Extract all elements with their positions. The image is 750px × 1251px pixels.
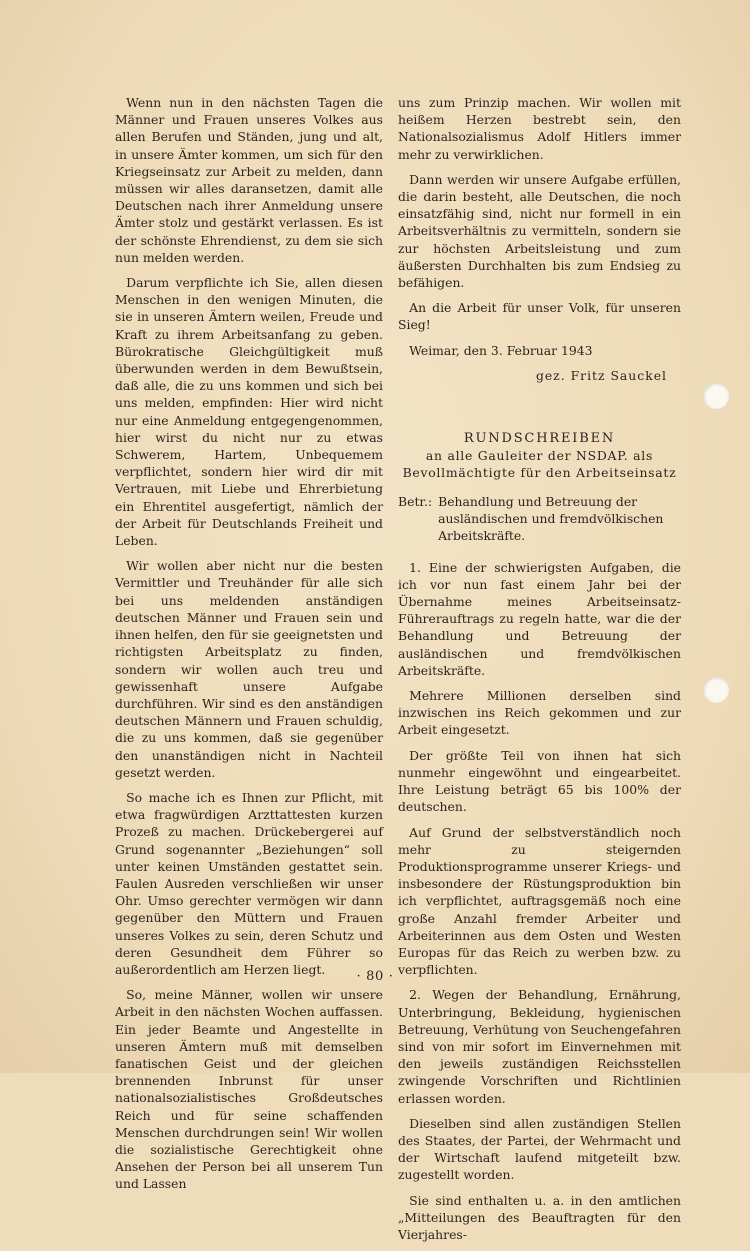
paragraph: So, meine Männer, wollen wir unsere Arbeit in den nächsten Wochen auffassen. Ein jeder Beamte und Angestellte in unseren Ämtern muß mit demselben fanatischen Geist und der gleichen brennenden Inbrunst für unser nationalsozialistisches Großdeutsches Reich und für seine schaffenden Menschen durchdrungen sein! Wir wollen die sozialistische Gerechtigkeit ohne Ansehen der Person bei all unserem Tun und Lassen [115, 987, 383, 1192]
left-column [115, 94, 383, 1201]
heading-line-1: an alle Gauleiter der NSDAP. als [425, 448, 654, 464]
subject-line [398, 493, 681, 545]
paragraph: 1. Eine der schwierigsten Aufgaben, die ich vor nun fast einem Jahr bei der Übernahme meines Arbeitseinsatz-Führerauftrags zu regeln hatte, war die der Behandlung und Betreuung der ausländischen und fremdvölkischen Arbeitskräfte. [398, 559, 681, 678]
paragraph: An die Arbeit für unser Volk, für unseren Sieg! [398, 300, 681, 333]
paragraph: Sie sind enthalten u. a. in den amtlichen „Mitteilungen des Beauftragten für den Vierjahres- [398, 1192, 681, 1242]
subject-text: Behandlung und Betreuung der ausländischen und fremdvölkischen Arbeitskräfte. [438, 494, 664, 544]
circular-heading [398, 430, 681, 481]
paragraph: Dieselben sind allen zuständigen Stellen des Staates, der Partei, der Wehrmacht und der Wirtschaft laufend mitgeteilt bzw. zugestellt worden. [398, 1115, 681, 1183]
paragraph: Dann werden wir unsere Aufgabe erfüllen, die darin besteht, alle Deutschen, die noch einsatzfähig sind, nicht nur formell in ein Arbeitsverhältnis zu vermitteln, sondern sie zur höchsten Arbeitsleistung und zum äußersten Durchhalten bis zum Endsieg zu befähigen. [398, 171, 681, 291]
subject-label: Betr.: [398, 494, 433, 510]
paragraph: Auf Grund der selbstverständlich noch mehr zu steigernden Produktionsprogramme unserer Kriegs- und insbesondere der Rüstungsproduktion bin ich verpflichtet, auftragsgemäß noch eine große Anzahl fremder Arbeiter und Arbeiterinnen aus dem Osten und Westen Europas für das Reich zu werben bzw. zu verpflichten. [398, 824, 681, 978]
paragraph: Wenn nun in den nächsten Tagen die Männer und Frauen unseres Volkes aus allen Berufen und Ständen, jung und alt, in unsere Ämter kommen, um sich für den Kriegseinsatz zur Arbeit zu melden, dann müssen wir alles daransetzen, damit alle Deutschen nach ihrer Anmeldung unsere Ämter stolz und gestärkt verlassen. Es ist der schönste Ehrendienst, zu dem sie sich nun melden werden. [115, 95, 383, 265]
heading-line-2: Bevollmächtigte für den Arbeitseinsatz [402, 465, 677, 481]
paragraph: Darum verpflichte ich Sie, allen diesen Menschen in den wenigen Minuten, die sie in unseren Ämtern weilen, Freude und Kraft zu ihrem Arbeitsanfang zu geben. Bürokratische Gleichgültigkeit muß überwunden werden in dem Bewußtsein, daß alle, die zu uns kommen und sich bei uns melden, empfinden: Hier wird nicht nur eine Anmeldung entgegengenommen, hier wirst du nicht nur zu etwas Schwerem, Hartem, Unbequemem verpflichtet, sondern hier wird dir mit Vertrauen, mit Liebe und Ehrerbietung ein Ehrentitel ausgefertigt, nämlich der der Arbeit für Deutschlands Freiheit und Leben. [115, 275, 383, 549]
paragraph: uns zum Prinzip machen. Wir wollen mit heißem Herzen bestrebt sein, den Nationalsozialismus Adolf Hitlers immer mehr zu verwirklichen. [398, 95, 681, 162]
page-number: · 80 · [356, 969, 394, 984]
right-column [398, 94, 681, 1251]
punch-hole [703, 677, 729, 703]
paragraph: Wir wollen aber nicht nur die besten Vermittler und Treuhänder für alle sich bei uns meldenden anständigen deutschen Männer und Frauen sein und ihnen helfen, den für sie geeignetsten und richtigsten Arbeitsplatz zu finden, sondern wir wollen auch treu und gewissenhaft unsere Aufgabe durchführen. Wir sind es den anständigen deutschen Männern und Frauen schuldig, die zu uns kommen, daß sie gegenüber den unanständigen nicht in Nachteil gesetzt werden. [115, 558, 383, 780]
paragraph: 2. Wegen der Behandlung, Ernährung, Unterbringung, Bekleidung, hygienischen Betreuung, Verhütung von Seuchengefahren sind von mir sofort im Einvernehmen mit den jeweils zuständigen Reichsstellen zwingende Vorschriften und Richtlinien erlassen worden. [398, 987, 681, 1106]
punch-hole [703, 383, 729, 409]
paragraph: Mehrere Millionen derselben sind inzwischen ins Reich gekommen und zur Arbeit eingesetzt. [398, 688, 681, 738]
signature: gez. Fritz Sauckel [535, 367, 667, 383]
heading-title: RUNDSCHREIBEN [463, 431, 616, 447]
paragraph: Der größte Teil von ihnen hat sich nunmehr eingewöhnt und eingearbeitet. Ihre Leistung beträgt 65 bis 100% der deutschen. [398, 747, 681, 815]
date-line: Weimar, den 3. Februar 1943 [409, 342, 593, 358]
paragraph: So mache ich es Ihnen zur Pflicht, mit etwa fragwürdigen Arzttattesten kurzen Prozeß zu machen. Drückebergerei auf Grund sogenannter „Beziehungen“ soll unter keinen Umständen gestattet sein. Faulen Ausreden verschließen wir unser Ohr. Umso gerechter vermögen wir dann gegenüber den Müttern und Frauen unseres Volkes zu sein, deren Schutz und deren Gesundheit dem Führer so außerordentlich am Herzen liegt. [115, 789, 383, 977]
